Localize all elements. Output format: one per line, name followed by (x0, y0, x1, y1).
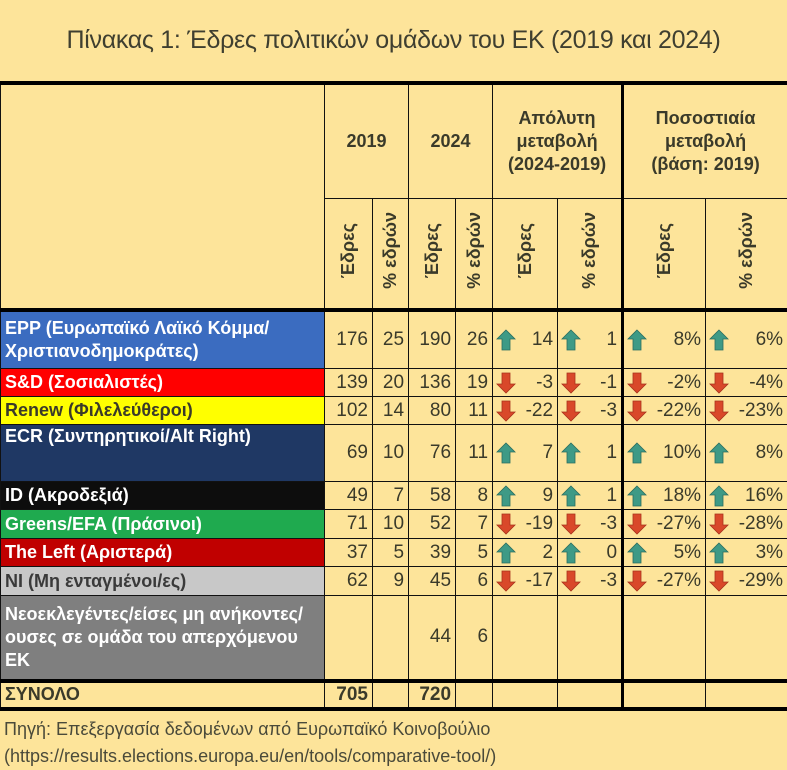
pct-change-seats: -27% (623, 510, 706, 539)
percent-2024: 26 (456, 310, 493, 369)
percent-2024: 11 (456, 397, 493, 425)
seats-2019 (325, 596, 373, 681)
percent-2024: 5 (456, 539, 493, 567)
abs-change-seats: 2 (493, 539, 558, 567)
seats-2024: 76 (409, 425, 456, 482)
arrow-up-icon (709, 485, 729, 507)
pct-change-percent: 8% (706, 425, 787, 482)
seats-2019: 139 (325, 369, 373, 397)
arrow-up-icon (627, 329, 647, 351)
arrow-down-icon (709, 570, 729, 592)
pct-change-percent: -28% (706, 510, 787, 539)
total-s2019: 705 (325, 681, 373, 708)
party-label: ECR (Συντηρητικοί/Alt Right) (1, 425, 325, 482)
seats-2024: 45 (409, 567, 456, 596)
pct-change-percent: -29% (706, 567, 787, 596)
header-2024: 2024 (409, 83, 493, 198)
seats-table (0, 81, 787, 708)
party-label: Greens/EFA (Πράσινοι) (1, 510, 325, 539)
arrow-up-icon (496, 329, 516, 351)
percent-2019: 7 (373, 482, 409, 510)
subheader-seats: Έδρες (409, 198, 456, 310)
percent-2024: 11 (456, 425, 493, 482)
table-row (1, 425, 787, 482)
arrow-up-icon (561, 442, 581, 464)
subheader-seats: Έδρες (325, 198, 373, 310)
pct-change-seats: 8% (623, 310, 706, 369)
table-row (1, 510, 787, 539)
abs-change-percent: 0 (558, 539, 623, 567)
pct-change-seats: 5% (623, 539, 706, 567)
table-row (1, 397, 787, 425)
abs-change-percent: -1 (558, 369, 623, 397)
total-label: ΣΥΝΟΛΟ (1, 681, 325, 708)
pct-change-seats: -27% (623, 567, 706, 596)
subheader-percent-seats: % εδρών (558, 198, 623, 310)
table-row (1, 482, 787, 510)
seats-2024: 58 (409, 482, 456, 510)
abs-change-seats: -19 (493, 510, 558, 539)
pct-change-percent: 3% (706, 539, 787, 567)
abs-change-seats: -22 (493, 397, 558, 425)
abs-change-seats: 7 (493, 425, 558, 482)
subheader-percent-seats: % εδρών (373, 198, 409, 310)
percent-2019: 20 (373, 369, 409, 397)
arrow-down-icon (561, 372, 581, 394)
percent-2019: 9 (373, 567, 409, 596)
arrow-up-icon (561, 542, 581, 564)
arrow-up-icon (709, 329, 729, 351)
seats-2024: 39 (409, 539, 456, 567)
percent-2024: 6 (456, 567, 493, 596)
total-empty-cell (623, 681, 706, 708)
percent-2024: 7 (456, 510, 493, 539)
abs-change-seats (493, 596, 558, 681)
arrow-up-icon (709, 442, 729, 464)
arrow-down-icon (627, 570, 647, 592)
total-row (1, 681, 787, 708)
percent-2019: 10 (373, 425, 409, 482)
abs-change-percent: 1 (558, 310, 623, 369)
arrow-down-icon (627, 400, 647, 422)
arrow-down-icon (561, 513, 581, 535)
pct-change-seats: -22% (623, 397, 706, 425)
arrow-down-icon (627, 372, 647, 394)
subheader-percent-seats: % εδρών (456, 198, 493, 310)
abs-change-percent: -3 (558, 397, 623, 425)
table-row (1, 369, 787, 397)
total-empty-cell (456, 681, 493, 708)
arrow-up-icon (709, 542, 729, 564)
arrow-up-icon (496, 485, 516, 507)
header-absolute-change: Απόλυτη μεταβολή (2024-2019) (493, 83, 623, 198)
arrow-down-icon (496, 400, 516, 422)
party-label: EPP (Ευρωπαϊκό Λαϊκό Κόμμα/Χριστιανοδημοκράτες) (1, 310, 325, 369)
party-label: NI (Μη ενταγμένοι/ες) (1, 567, 325, 596)
seats-2019: 69 (325, 425, 373, 482)
abs-change-percent: 1 (558, 482, 623, 510)
seats-2024: 44 (409, 596, 456, 681)
header-2019: 2019 (325, 83, 409, 198)
party-label: S&D (Σοσιαλιστές) (1, 369, 325, 397)
arrow-down-icon (496, 513, 516, 535)
abs-change-percent (558, 596, 623, 681)
percent-2019 (373, 596, 409, 681)
pct-change-percent: 16% (706, 482, 787, 510)
pct-change-seats (623, 596, 706, 681)
seats-2024: 136 (409, 369, 456, 397)
arrow-up-icon (627, 485, 647, 507)
arrow-down-icon (496, 570, 516, 592)
total-empty-cell (373, 681, 409, 708)
header-percent-change: Ποσοστιαία μεταβολή (βάση: 2019) (623, 83, 787, 198)
pct-change-seats: 10% (623, 425, 706, 482)
arrow-up-icon (496, 542, 516, 564)
arrow-down-icon (496, 372, 516, 394)
arrow-up-icon (496, 442, 516, 464)
percent-2019: 5 (373, 539, 409, 567)
seats-2019: 37 (325, 539, 373, 567)
pct-change-percent: -23% (706, 397, 787, 425)
total-empty-cell (706, 681, 787, 708)
arrow-up-icon (561, 485, 581, 507)
pct-change-percent: 6% (706, 310, 787, 369)
arrow-up-icon (561, 329, 581, 351)
total-empty-cell (493, 681, 558, 708)
table-row (1, 596, 787, 681)
arrow-down-icon (709, 372, 729, 394)
abs-change-seats: -17 (493, 567, 558, 596)
subheader-seats: Έδρες (493, 198, 558, 310)
party-label: Renew (Φιλελεύθεροι) (1, 397, 325, 425)
abs-change-percent: 1 (558, 425, 623, 482)
arrow-down-icon (709, 513, 729, 535)
party-label: The Left (Αριστερά) (1, 539, 325, 567)
percent-2019: 25 (373, 310, 409, 369)
source-note (0, 707, 787, 767)
source-line: Πηγή: Επεξεργασία δεδομένων από Ευρωπαϊκό Κοινοβούλιο (4, 716, 787, 743)
pct-change-seats: 18% (623, 482, 706, 510)
arrow-down-icon (709, 400, 729, 422)
subheader-percent-seats: % εδρών (706, 198, 787, 310)
party-label: ID (Ακροδεξιά) (1, 482, 325, 510)
abs-change-seats: 9 (493, 482, 558, 510)
seats-2019: 176 (325, 310, 373, 369)
percent-2019: 14 (373, 397, 409, 425)
table-row (1, 310, 787, 369)
abs-change-percent: -3 (558, 510, 623, 539)
pct-change-seats: -2% (623, 369, 706, 397)
percent-2024: 6 (456, 596, 493, 681)
seats-2019: 49 (325, 482, 373, 510)
arrow-up-icon (627, 542, 647, 564)
seats-2019: 102 (325, 397, 373, 425)
seats-2024: 190 (409, 310, 456, 369)
party-label: Νεοεκλεγέντες/είσες μη ανήκοντες/ουσες σε ομάδα του απερχόμενου ΕΚ (1, 596, 325, 681)
pct-change-percent (706, 596, 787, 681)
percent-2019: 10 (373, 510, 409, 539)
arrow-down-icon (561, 570, 581, 592)
seats-2024: 52 (409, 510, 456, 539)
label-header-cell (1, 83, 325, 310)
pct-change-percent: -4% (706, 369, 787, 397)
abs-change-seats: 14 (493, 310, 558, 369)
abs-change-percent: -3 (558, 567, 623, 596)
arrow-down-icon (561, 400, 581, 422)
arrow-up-icon (627, 442, 647, 464)
percent-2024: 19 (456, 369, 493, 397)
subheader-seats: Έδρες (623, 198, 706, 310)
seats-2019: 62 (325, 567, 373, 596)
table-row (1, 567, 787, 596)
total-empty-cell (558, 681, 623, 708)
percent-2024: 8 (456, 482, 493, 510)
seats-2024: 80 (409, 397, 456, 425)
table-row (1, 539, 787, 567)
abs-change-seats: -3 (493, 369, 558, 397)
table-title: Πίνακας 1: Έδρες πολιτικών ομάδων του ΕΚ (2019 και 2024) (0, 0, 787, 80)
total-s2024: 720 (409, 681, 456, 708)
source-url: (https://results.elections.europa.eu/en/tools/comparative-tool/) (4, 743, 787, 770)
arrow-down-icon (627, 513, 647, 535)
seats-2019: 71 (325, 510, 373, 539)
